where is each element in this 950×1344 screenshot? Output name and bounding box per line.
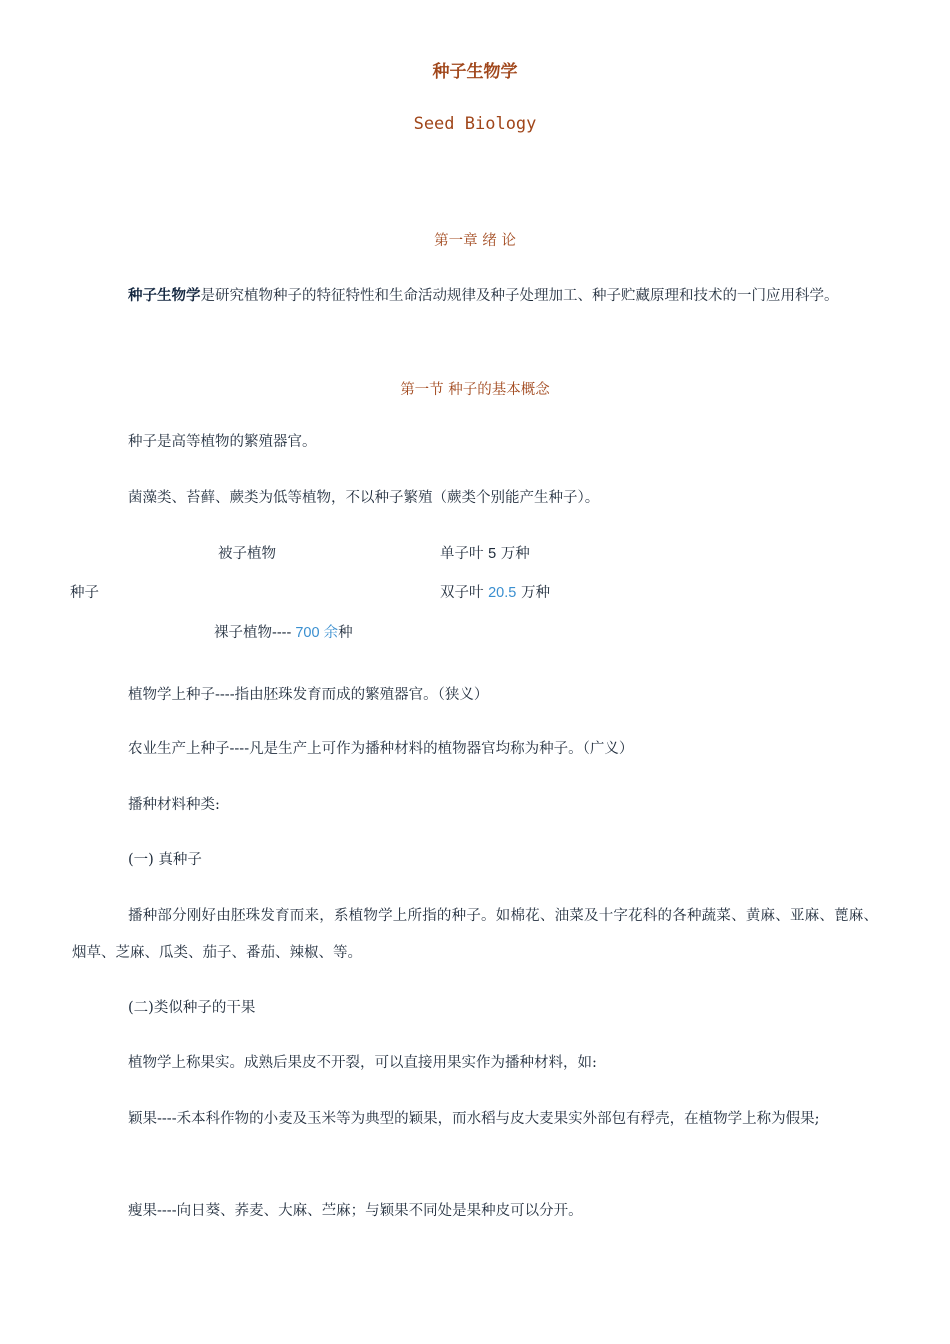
heading-true-seed: (一) 真种子 <box>128 852 202 868</box>
gymnosperm-count: 700 余 <box>291 625 339 641</box>
chapter-heading: 第一章 绪 论 <box>434 233 516 249</box>
class-gymnosperm <box>214 615 353 652</box>
class-dicot <box>440 575 550 612</box>
paragraph-agricultural-seed: 农业生产上种子----凡是生产上可作为播种材料的植物器官均称为种子。（广义） <box>128 741 634 757</box>
document-title-cn: 种子生物学 <box>432 62 518 82</box>
paragraph-true-seed: 播种部分刚好由胚珠发育而来，系植物学上所指的种子。如棉花、油菜及十字花科的各种蔬菜、黄麻、亚麻、蓖麻、烟草、芝麻、瓜类、茄子、番茄、辣椒、等。 <box>72 908 878 961</box>
gymnosperm-dash: ---- <box>272 625 292 641</box>
dicot-unit: 万种 <box>516 585 550 601</box>
paragraph-seed-organ: 种子是高等植物的繁殖器官。 <box>128 434 317 450</box>
monocot-unit: 万种 <box>496 546 530 562</box>
monocot-label: 单子叶 <box>440 546 489 562</box>
dicot-count: 20.5 <box>488 585 517 601</box>
section-heading: 第一节 种子的基本概念 <box>400 382 550 398</box>
definition-term: 种子生物学 <box>128 287 201 304</box>
paragraph-botanical-seed: 植物学上种子----指由胚珠发育而成的繁殖器官。（狭义） <box>128 687 489 703</box>
class-angiosperm: 被子植物 <box>218 546 276 562</box>
definition-text: 是研究植物种子的特征特性和生命活动规律及种子处理加工、种子贮藏原理和技术的一门应用科学。 <box>200 288 839 304</box>
class-monocot <box>440 536 530 573</box>
paragraph-caryopsis: 颖果----禾本科作物的小麦及玉米等为典型的颖果，而水稻与皮大麦果实外部包有稃壳，在植物学上称为假果; <box>128 1111 820 1127</box>
gymnosperm-label: 裸子植物 <box>214 625 272 641</box>
definition-paragraph <box>72 277 878 315</box>
paragraph-achene: 瘦果----向日葵、荞麦、大麻、苎麻；与颖果不同处是果种皮可以分开。 <box>128 1203 583 1219</box>
document-title-en: Seed Biology <box>413 114 537 134</box>
gymnosperm-unit: 种 <box>338 625 353 641</box>
heading-dry-fruit: (二)类似种子的干果 <box>128 1000 256 1016</box>
dicot-label: 双子叶 <box>440 585 489 601</box>
class-root-seed: 种子 <box>70 585 99 601</box>
monocot-count: 5 <box>488 546 497 562</box>
paragraph-fruit: 植物学上称果实。成熟后果皮不开裂，可以直接用果实作为播种材料，如: <box>128 1055 597 1071</box>
paragraph-lower-plants: 菌藻类、苔藓、蕨类为低等植物，不以种子繁殖（蕨类个别能产生种子）。 <box>128 490 600 506</box>
paragraph-sowing-material: 播种材料种类: <box>128 797 220 813</box>
